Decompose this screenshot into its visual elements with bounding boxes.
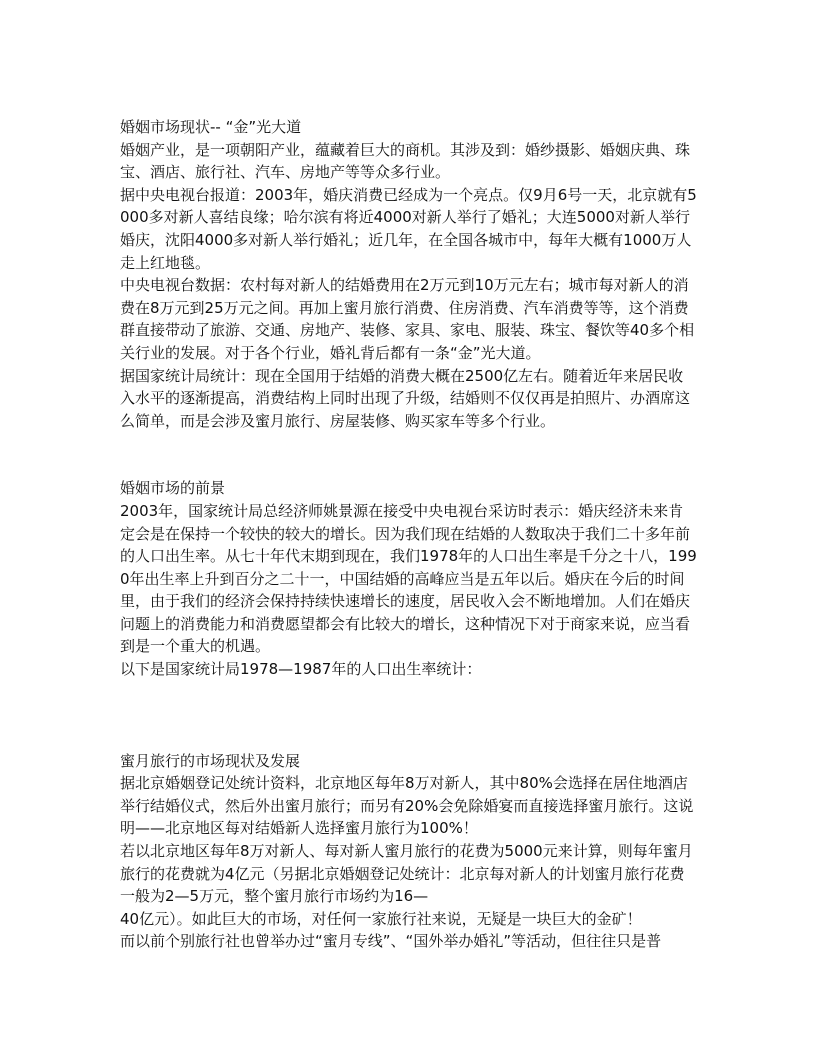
paragraph: 而以前个别旅行社也曾举办过“蜜月专线”、“国外举办婚礼”等活动，但往往只是普: [120, 932, 662, 951]
document-page: [120, 116, 698, 953]
section-market-outlook: [120, 477, 698, 680]
section-spacer: [120, 681, 698, 750]
paragraph: 2003年，国家统计局总经济师姚景源在接受中央电视台采访时表示：婚庆经济未来肯定会是在保持一个较快的较大的增长。因为我们现在结婚的人数取决于我们二十多年前的人口出生率。从七十年代末期到现在，我们1978年的人口出生率是千分之十八，1990年出生率上升到百分之二十一，中国结婚的高峰应当是五年以后。婚庆在今后的时间里，由于我们的经济会保持持续快速增长的速度，居民收入会不断地增加。人们在婚庆问题上的消费能力和消费愿望都会有比较大的增长，这种情况下对于商家来说，应当看到是一个重大的机遇。: [120, 501, 697, 656]
section-heading: 蜜月旅行的市场现状及发展: [120, 751, 301, 770]
section-spacer: [120, 432, 698, 477]
section-honeymoon-travel: [120, 750, 698, 953]
paragraph: 若以北京地区每年8万对新人、每对新人蜜月旅行的花费为5000元来计算，则每年蜜月旅行的花费就为4亿元（另据北京婚姻登记处统计：北京每对新人的计划蜜月旅行花费一般为2—5万元，整个蜜月旅行市场约为16—: [120, 842, 693, 906]
paragraph: 中央电视台数据：农村每对新人的结婚费用在2万元到10万元左右；城市每对新人的消费在8万元到25万元之间。再加上蜜月旅行消费、住房消费、汽车消费等等，这个消费群直接带动了旅游、交通、房地产、装修、家具、家电、服装、珠宝、餐饮等40多个相关行业的发展。对于各个行业，婚礼背后都有一条“金”光大道。: [120, 276, 695, 362]
section-heading: 婚姻市场现状-- “金”光大道: [120, 118, 302, 136]
section-heading: 婚姻市场的前景: [120, 479, 226, 498]
paragraph: 婚姻产业，是一项朝阳产业，蕴藏着巨大的商机。其涉及到：婚纱摄影、婚姻庆典、珠宝、酒店、旅行社、汽车、房地产等等众多行业。: [120, 140, 691, 182]
paragraph: 据国家统计局统计：现在全国用于结婚的消费大概在2500亿左右。随着近年来居民收入水平的逐渐提高，消费结构上同时出现了升级，结婚则不仅仅再是拍照片、办酒席这么简单，而是会涉及蜜月旅行、房屋装修、购买家车等多个行业。: [120, 366, 691, 430]
section-market-status: [120, 116, 698, 432]
paragraph: 40亿元）。如此巨大的市场，对任何一家旅行社来说，无疑是一块巨大的金矿！: [120, 909, 642, 928]
paragraph: 据中央电视台报道：2003年，婚庆消费已经成为一个亮点。仅9月6号一天，北京就有5000多对新人喜结良缘；哈尔滨有将近4000对新人举行了婚礼；大连5000对新人举行婚庆，沈阳4000多对新人举行婚礼；近几年，在全国各城市中，每年大概有1000万人走上红地毯。: [120, 185, 697, 272]
paragraph: 以下是国家统计局1978—1987年的人口出生率统计：: [120, 660, 482, 679]
paragraph: 据北京婚姻登记处统计资料，北京地区每年8万对新人，其中80%会选择在居住地酒店举行结婚仪式，然后外出蜜月旅行；而另有20%会免除婚宴而直接选择蜜月旅行。这说明——北京地区每对结婚新人选择蜜月旅行为100%！: [120, 774, 694, 838]
